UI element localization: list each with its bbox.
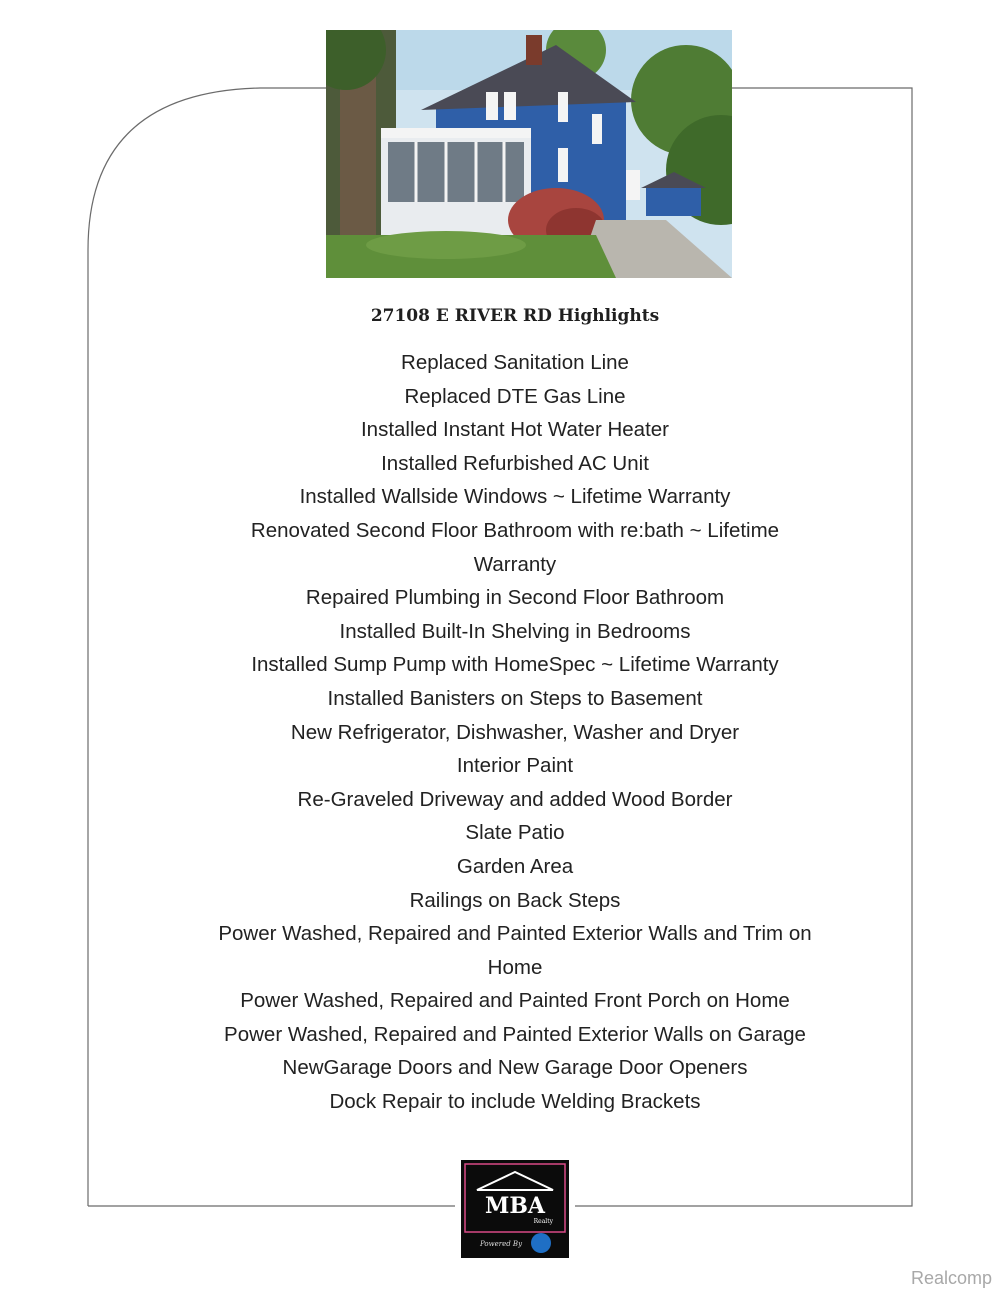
list-item: Installed Banisters on Steps to Basement (327, 686, 703, 710)
list-item: Interior Paint (456, 754, 574, 778)
list-item: Installed Built-In Shelving in Bedrooms (339, 619, 691, 643)
list-item: Re-Graveled Driveway and added Wood Border (297, 787, 733, 811)
house-photo (326, 30, 732, 278)
logo-sub: Realty (533, 1218, 553, 1225)
list-item: Renovated Second Floor Bathroom with re:bath ~ Lifetime Warranty (250, 518, 780, 576)
list-item: Repaired Plumbing in Second Floor Bathroom (305, 586, 725, 610)
list-item: Power Washed, Repaired and Painted Exterior Walls and Trim on Home (218, 922, 812, 979)
list-item: Railings on Back Steps (409, 888, 621, 912)
list-item: NewGarage Doors and New Garage Door Openers (282, 1056, 748, 1080)
list-item: Replaced DTE Gas Line (404, 384, 626, 408)
logo-powered: Powered By (479, 1240, 523, 1248)
list-item: Replaced Sanitation Line (401, 351, 629, 374)
list-item: New Refrigerator, Dishwasher, Washer and Dryer (290, 720, 740, 744)
real-estate-one-badge-icon (531, 1233, 551, 1253)
list-item: Garden Area (456, 854, 574, 878)
mba-realty-logo (461, 1160, 569, 1258)
list-item: Installed Sump Pump with HomeSpec ~ Lifetime Warranty (251, 653, 779, 677)
page-title: 27108 E RIVER RD Highlights (370, 306, 660, 326)
list-item: Installed Instant Hot Water Heater (360, 418, 670, 442)
list-item: Installed Wallside Windows ~ Lifetime Warranty (299, 485, 731, 509)
watermark: Realcomp (910, 1268, 992, 1288)
list-item: Dock Repair to include Welding Brackets (329, 1090, 701, 1114)
logo-name: MBA (484, 1193, 546, 1219)
list-item: Power Washed, Repaired and Painted Exterior Walls on Garage (224, 1022, 806, 1046)
list-item: Slate Patio (465, 821, 565, 845)
highlights-list (200, 346, 830, 1119)
list-item: Installed Refurbished AC Unit (381, 451, 649, 475)
list-item: Power Washed, Repaired and Painted Front Porch on Home (240, 989, 790, 1013)
